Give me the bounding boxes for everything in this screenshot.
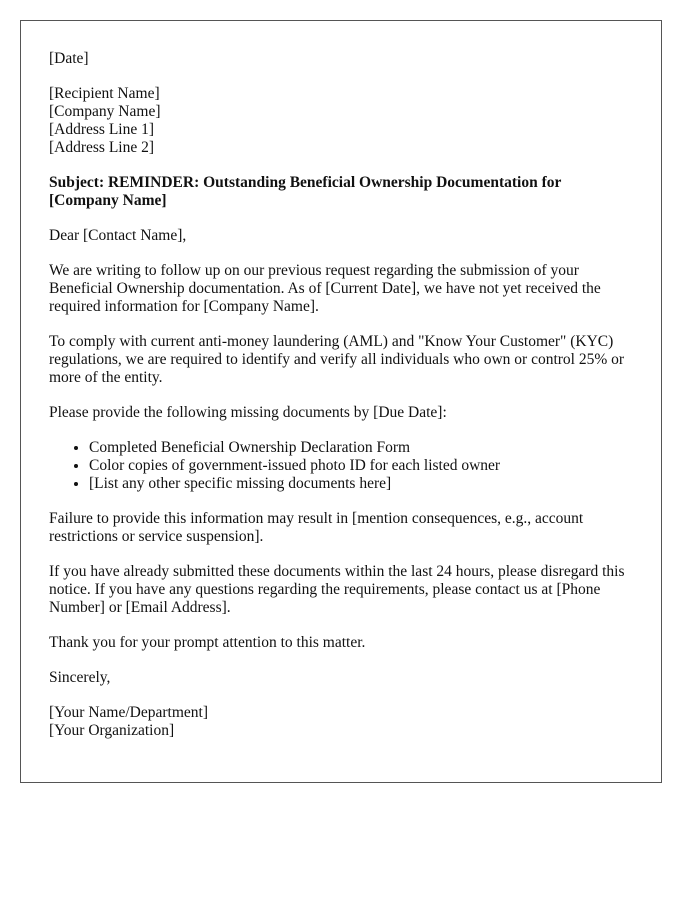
- list-item: • Completed Beneficial Ownership Declaration Form: [89, 439, 634, 457]
- body-paragraph: If you have already submitted these documents within the last 24 hours, please disregard this notice. If you have any questions regarding the requirements, please contact us at [Phone Number] or [Email Address].: [49, 563, 625, 616]
- body-paragraph: Failure to provide this information may result in [mention consequences, e.g., account restrictions or service suspension].: [49, 510, 584, 545]
- body-paragraph: To comply with current anti-money laundering (AML) and "Know Your Customer" (KYC) regulations, we are required to identify and verify all individuals who own or control 25% or more of the entity.: [49, 333, 625, 386]
- letter-date: [Date]: [49, 50, 89, 67]
- body-paragraph: We are writing to follow up on our previous request regarding the submission of your Beneficial Ownership documentation. As of [Current Date], we have not yet received the required information for [Company Name].: [49, 262, 601, 315]
- recipient-name: [Recipient Name]: [49, 85, 160, 102]
- subject-line: Subject: REMINDER: Outstanding Beneficial Ownership Documentation for [Company Name]: [49, 174, 562, 209]
- list-item: • [List any other specific missing documents here]: [89, 475, 634, 493]
- recipient-address-line-2: [Address Line 2]: [49, 139, 155, 156]
- recipient-address: [49, 85, 634, 157]
- body-paragraph: Please provide the following missing documents by [Due Date]:: [49, 404, 447, 421]
- signoff: Sincerely,: [49, 669, 111, 686]
- recipient-company: [Company Name]: [49, 103, 161, 120]
- recipient-address-line-1: [Address Line 1]: [49, 121, 155, 138]
- sender-name: [Your Name/Department]: [49, 704, 208, 721]
- letter: [20, 20, 662, 783]
- signature-block: [49, 704, 634, 740]
- body-paragraph: Thank you for your prompt attention to this matter.: [49, 634, 366, 651]
- salutation: Dear [Contact Name],: [49, 227, 187, 244]
- sender-organization: [Your Organization]: [49, 722, 175, 739]
- missing-documents-list: [49, 439, 634, 493]
- list-item: • Color copies of government-issued photo ID for each listed owner: [89, 457, 634, 475]
